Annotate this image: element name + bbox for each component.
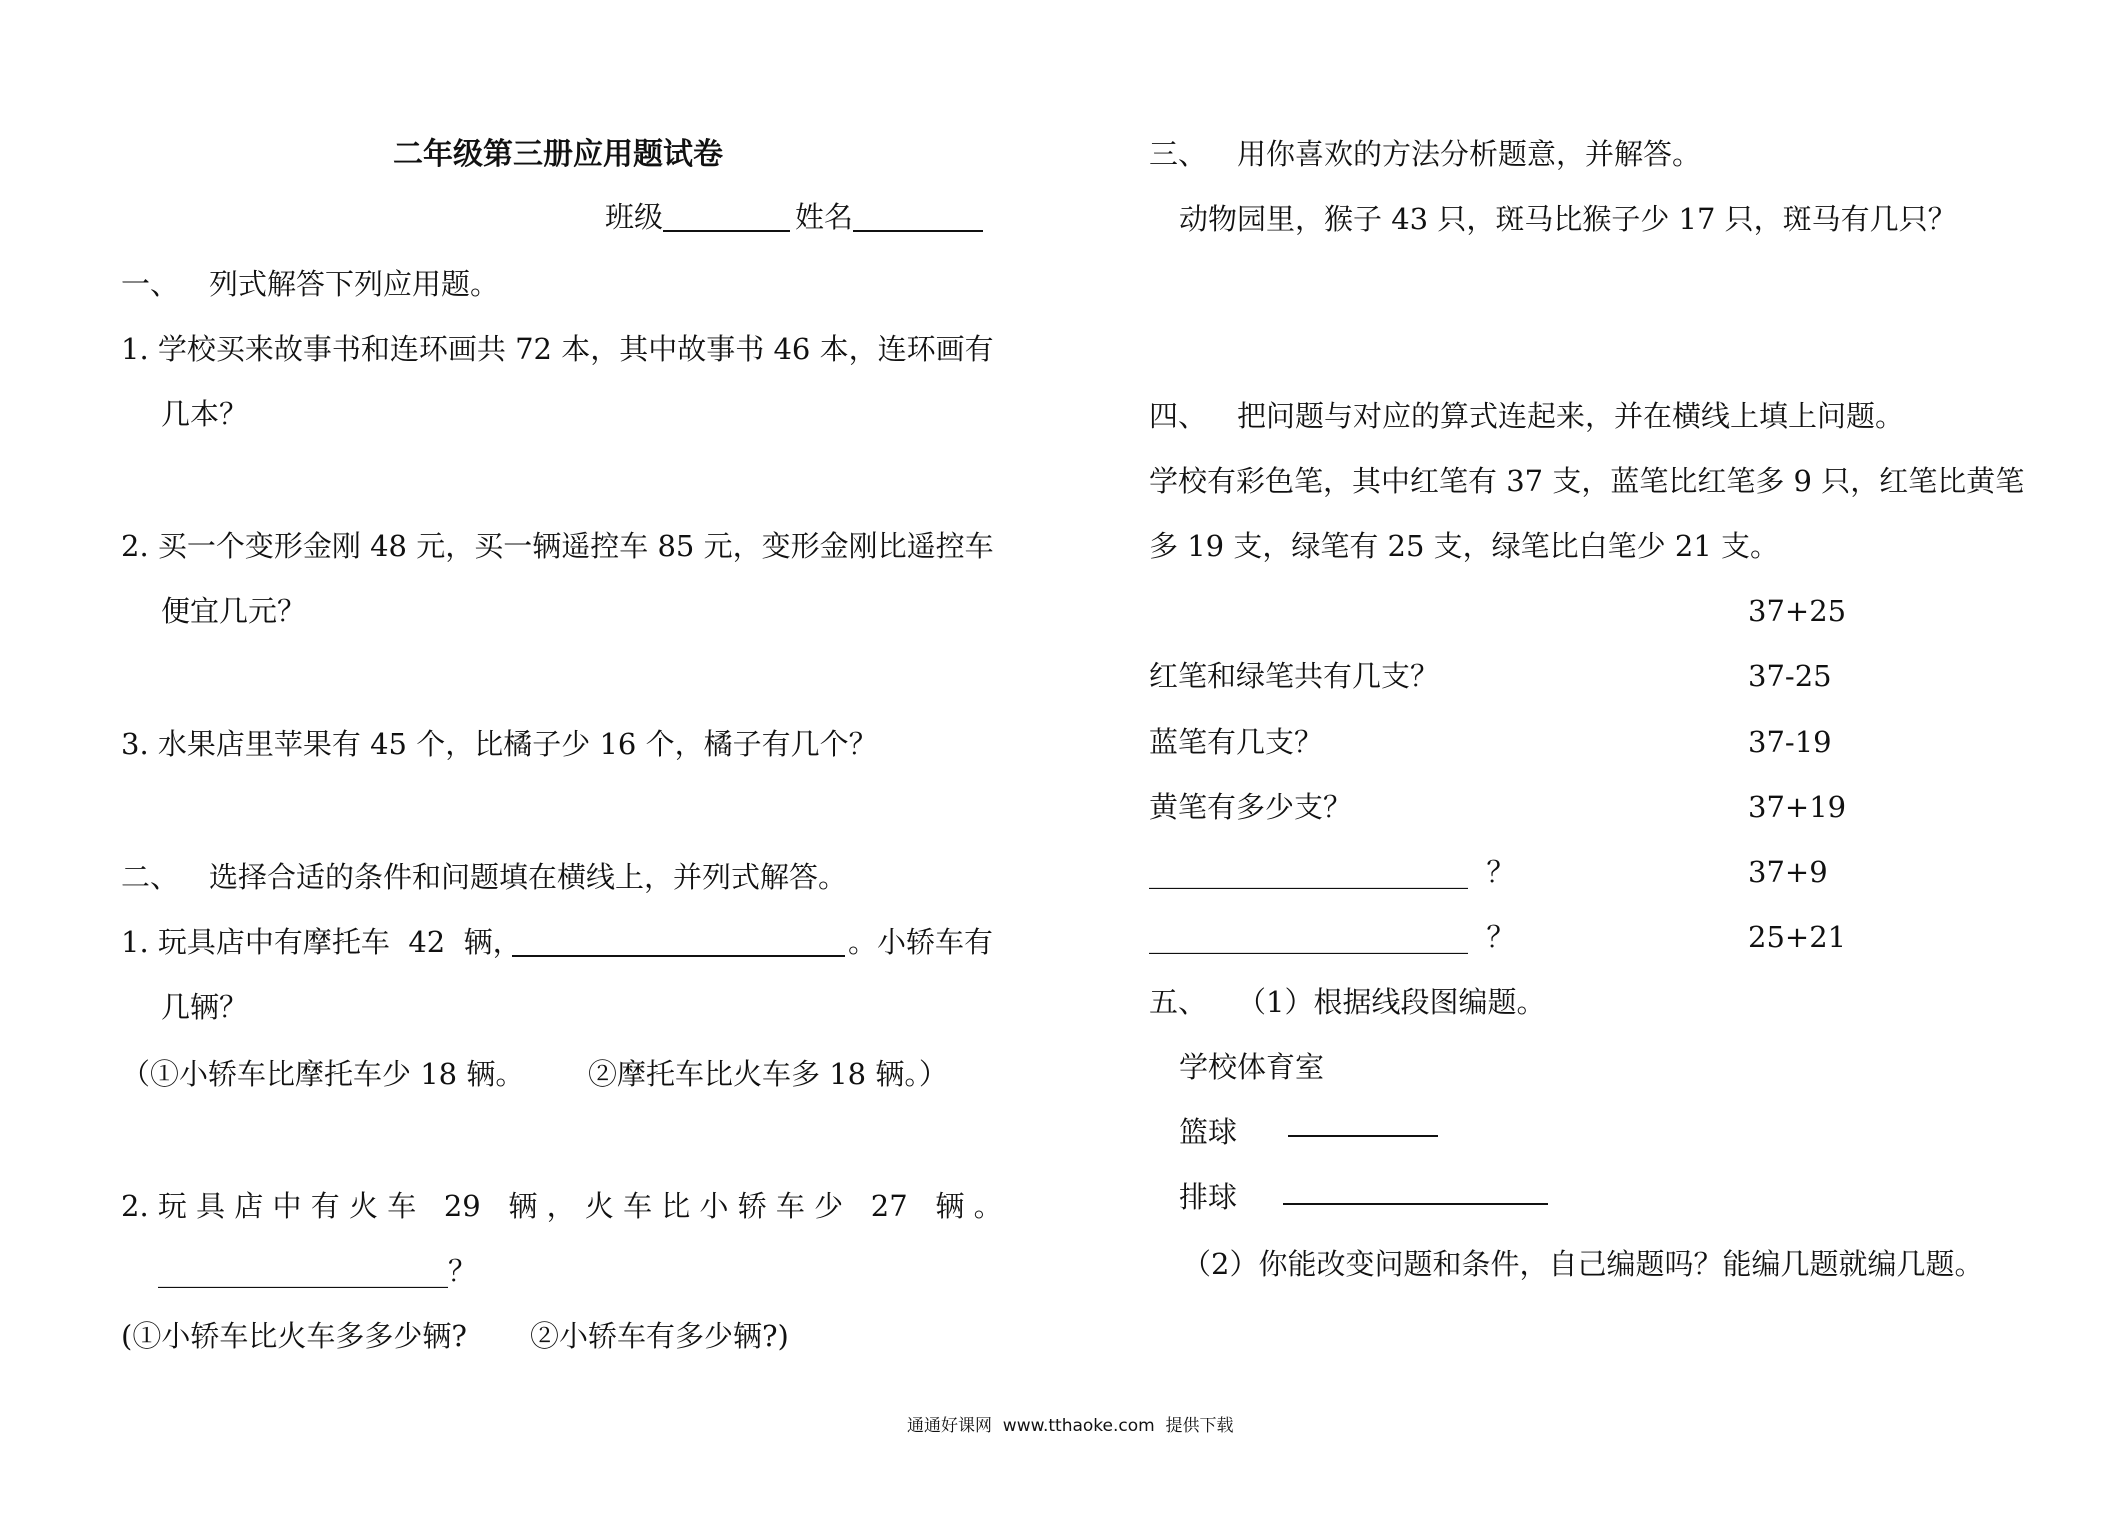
s4-formula: 37-19: [1748, 725, 1832, 759]
s4-problem-line1: 学校有彩色笔，其中红笔有 37 支，蓝笔比红笔多 9 只，红笔比黄笔: [1149, 464, 2025, 498]
section-5-heading: （1）根据线段图编题。: [1237, 985, 1546, 1019]
section-1-number: 一、: [121, 267, 180, 301]
section-3-heading: 用你喜欢的方法分析题意，并解答。: [1237, 137, 1702, 171]
section-4-heading: 把问题与对应的算式连起来，并在横线上填上问题。: [1237, 399, 1905, 433]
s2-q1-line2: 几辆？: [161, 990, 249, 1024]
s3-problem: 动物园里，猴子 43 只，斑马比猴子少 17 只，斑马有几只？: [1179, 202, 1957, 236]
name-blank[interactable]: [853, 230, 983, 232]
s5-part2: （2）你能改变问题和条件，自己编题吗？能编几题就编几题。: [1182, 1247, 1984, 1281]
s4-question-blank[interactable]: ______________________ ？: [1149, 855, 1516, 889]
s1-q2-line2: 便宜几元？: [161, 594, 307, 628]
name-label: 姓名: [795, 200, 854, 234]
s2-q2-option2: ②小轿车有多少辆?): [530, 1319, 789, 1353]
s4-question: 红笔和绿笔共有几支？: [1149, 659, 1440, 693]
s4-formula: 37+25: [1748, 594, 1847, 628]
page-title: 二年级第三册应用题试卷: [393, 137, 723, 172]
s4-formula: 25+21: [1748, 920, 1847, 954]
s1-q3: 3. 水果店里苹果有 45 个，比橘子少 16 个，橘子有几个？: [121, 727, 878, 761]
class-label: 班级: [605, 200, 664, 234]
class-blank[interactable]: [663, 230, 790, 232]
s2-q1-blank[interactable]: [512, 955, 845, 957]
s2-q1-option1: （①小轿车比摩托车少 18 辆。: [121, 1057, 525, 1091]
s5-volleyball-label: 排球: [1179, 1180, 1238, 1214]
s1-q2-line1: 2. 买一个变形金刚 48 元，买一辆遥控车 85 元，变形金刚比遥控车: [121, 529, 994, 563]
s4-formula: 37+19: [1748, 790, 1847, 824]
section-1-heading: 列式解答下列应用题。: [209, 267, 500, 301]
s2-q1-line1-start: 1. 玩具店中有摩托车 42 辆，: [121, 925, 522, 959]
section-3-number: 三、: [1149, 137, 1208, 171]
section-5-number: 五、: [1149, 985, 1208, 1019]
section-4-number: 四、: [1149, 399, 1208, 433]
s2-q2-option1: (①小轿车比火车多多少辆?: [121, 1319, 467, 1353]
s4-question-blank[interactable]: ______________________ ？: [1149, 920, 1516, 954]
s5-room: 学校体育室: [1179, 1050, 1325, 1084]
s1-q1-line2: 几本？: [161, 397, 249, 431]
basketball-segment: [1288, 1135, 1438, 1137]
s4-question: 黄笔有多少支？: [1149, 790, 1353, 824]
s4-problem-line2: 多 19 支，绿笔有 25 支，绿笔比白笔少 21 支。: [1149, 529, 1780, 563]
s2-q1-line1-end: 。小轿车有: [848, 925, 994, 959]
volleyball-segment: [1283, 1203, 1548, 1205]
s1-q1-line1: 1. 学校买来故事书和连环画共 72 本，其中故事书 46 本，连环画有: [121, 332, 994, 366]
s2-q1-option2: ②摩托车比火车多 18 辆。）: [588, 1057, 948, 1091]
footer-credit: 通通好课网 www.tthaoke.com 提供下载: [907, 1416, 1234, 1436]
s5-basketball-label: 篮球: [1179, 1115, 1238, 1149]
s4-formula: 37-25: [1748, 659, 1832, 693]
s4-question: 蓝笔有几支？: [1149, 725, 1324, 759]
s4-formula: 37+9: [1748, 855, 1828, 889]
s2-q2-line2: ____________________？: [158, 1254, 478, 1288]
s2-q2-line1: 2. 玩 具 店 中 有 火 车 29 辆 ， 火 车 比 小 轿 车 少 27 辆 。: [121, 1189, 1003, 1223]
section-2-heading: 选择合适的条件和问题填在横线上，并列式解答。: [209, 860, 848, 894]
section-2-number: 二、: [121, 860, 180, 894]
